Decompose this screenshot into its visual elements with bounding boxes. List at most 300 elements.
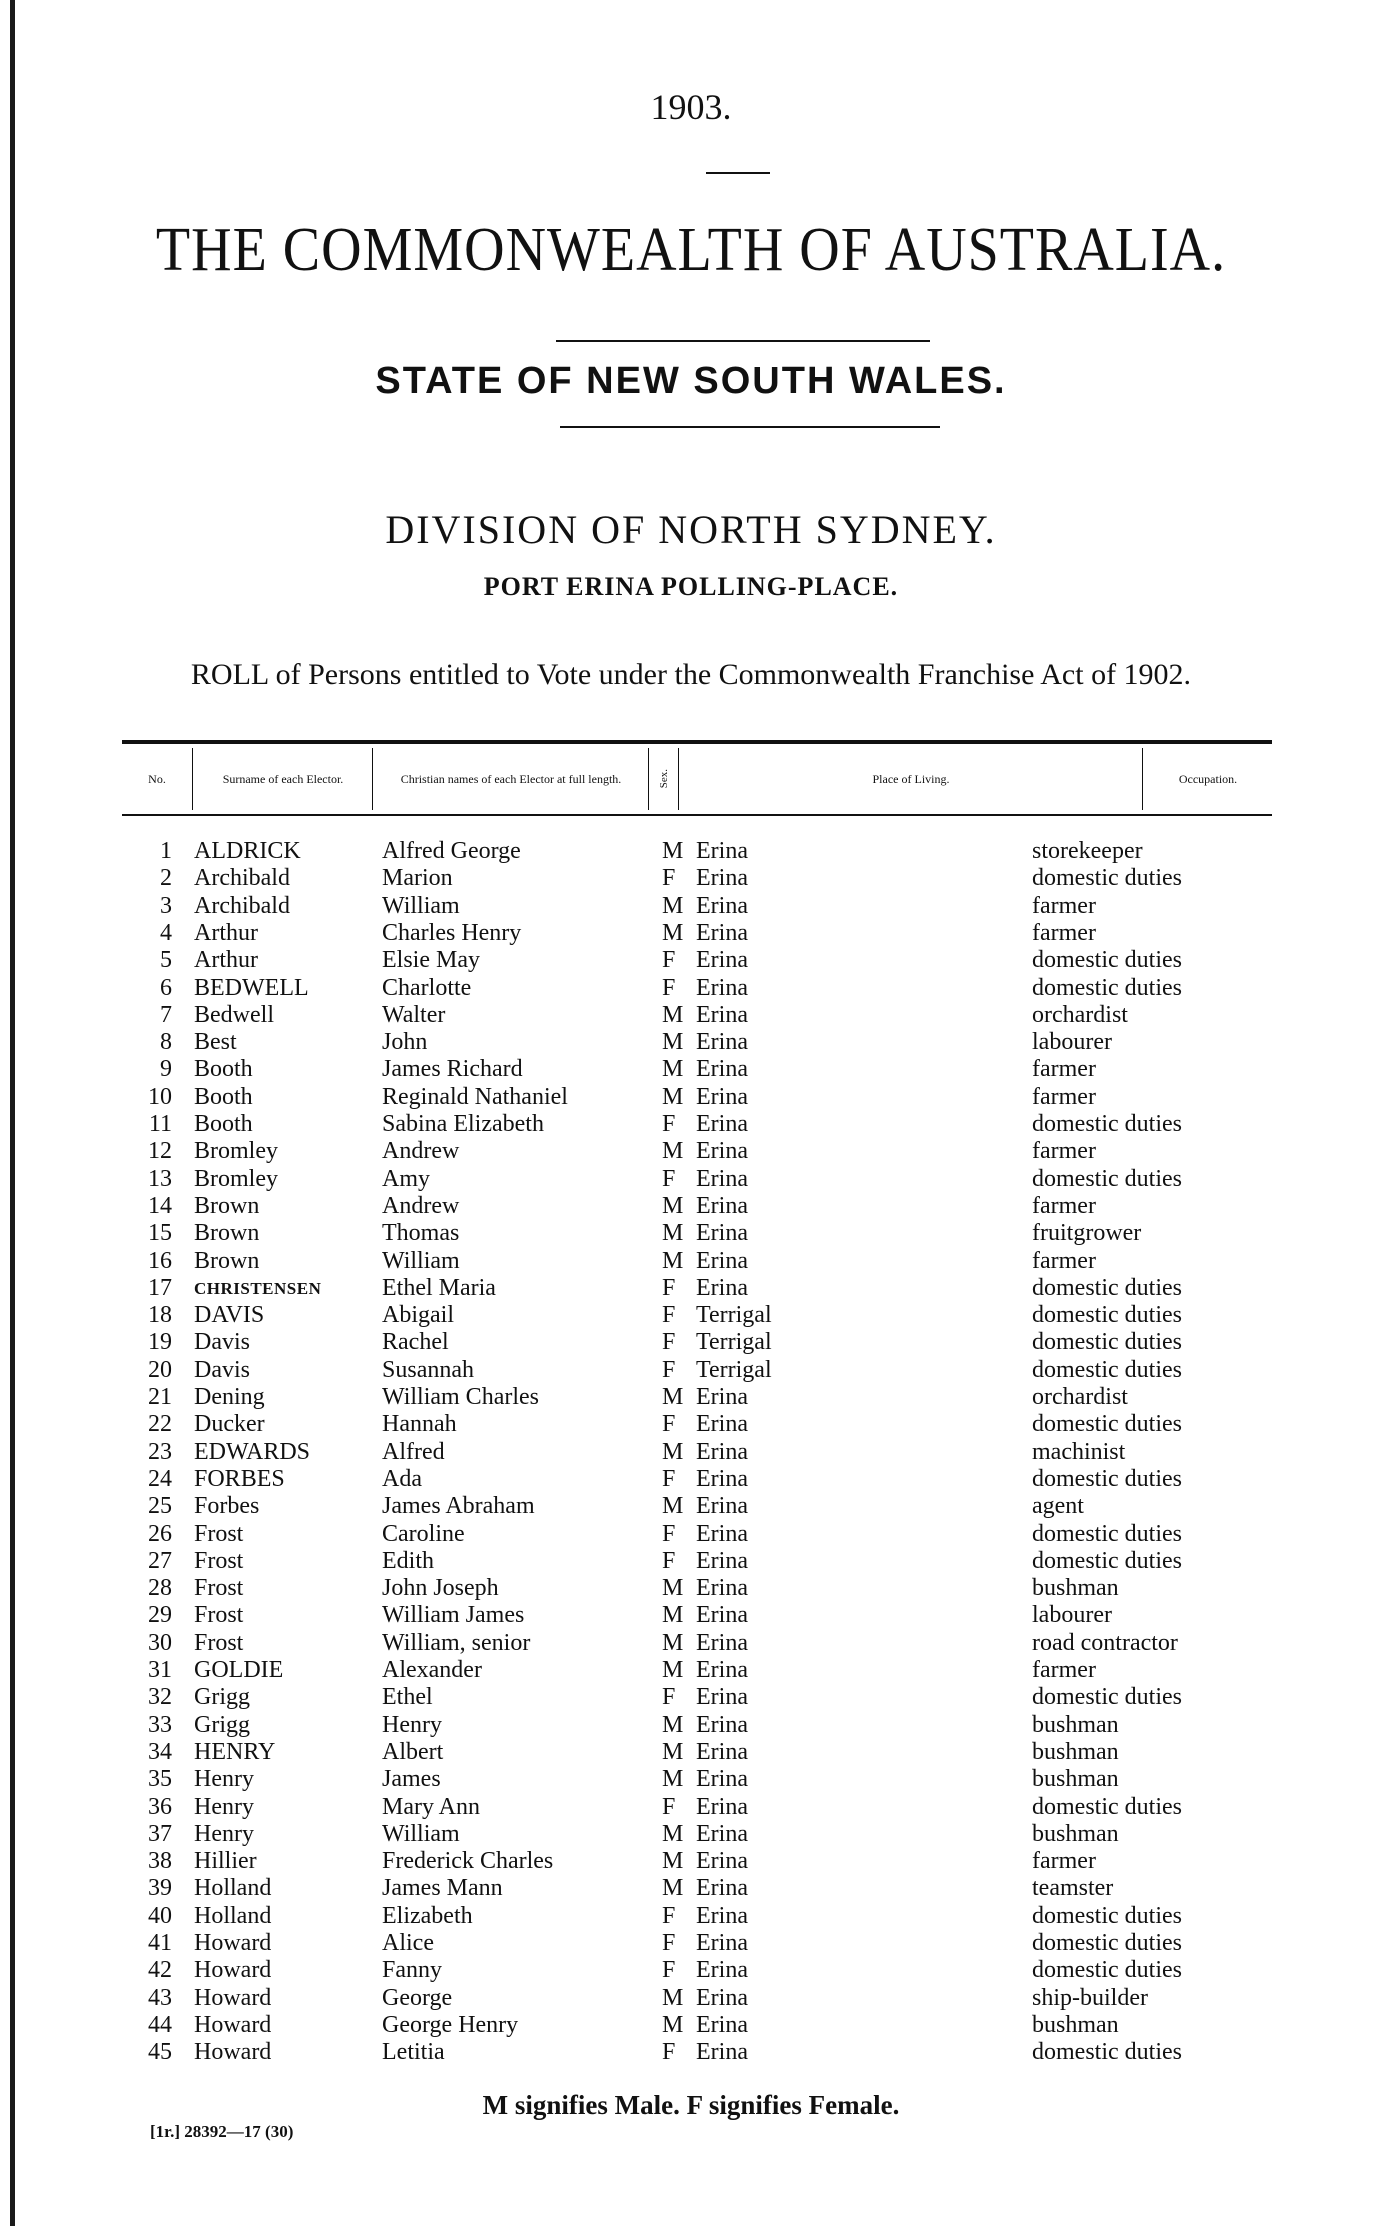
elector-surname: Grigg: [194, 1684, 250, 1711]
table-row: [0, 1739, 1382, 1766]
elector-occupation: domestic duties: [1032, 1274, 1182, 1301]
elector-number: 10: [148, 1083, 172, 1110]
elector-place-of-living: Erina: [696, 1575, 748, 1602]
table-row: [0, 893, 1382, 920]
elector-surname: Forbes: [194, 1493, 260, 1520]
table-header: [122, 740, 1272, 816]
elector-christian-names: James Mann: [382, 1875, 503, 1902]
elector-christian-names: John: [382, 1029, 428, 1056]
elector-surname: Frost: [194, 1575, 244, 1602]
elector-christian-names: Elizabeth: [382, 1902, 473, 1929]
elector-place-of-living: Erina: [696, 1384, 748, 1410]
elector-number: 45: [148, 2039, 172, 2066]
roll-title: ROLL of Persons entitled to Vote under the Commonwealth Franchise Act of 1902.: [190, 658, 1192, 691]
elector-number: 14: [148, 1192, 172, 1219]
elector-occupation: labourer: [1032, 1029, 1112, 1056]
elector-place-of-living: Erina: [696, 1001, 748, 1028]
polling-place-title: PORT ERINA POLLING-PLACE.: [483, 572, 899, 601]
elector-sex: F: [662, 1520, 676, 1547]
elector-number: 43: [148, 1984, 172, 2011]
elector-christian-names: Ada: [382, 1465, 422, 1492]
elector-christian-names: Reginald Nathaniel: [382, 1083, 568, 1110]
column-divider: [678, 748, 679, 810]
elector-number: 12: [148, 1138, 172, 1165]
elector-sex: M: [662, 1657, 684, 1683]
elector-occupation: farmer: [1032, 892, 1096, 919]
elector-christian-names: Andrew: [382, 1138, 460, 1165]
table-row: [0, 1220, 1382, 1247]
elector-christian-names: William Charles: [382, 1384, 539, 1410]
elector-occupation: domestic duties: [1032, 1684, 1182, 1711]
elector-christian-names: Sabina Elizabeth: [382, 1111, 544, 1137]
elector-number: 26: [148, 1520, 172, 1547]
elector-occupation: storekeeper: [1032, 838, 1143, 864]
elector-christian-names: Charles Henry: [382, 919, 522, 946]
elector-surname: BEDWELL: [194, 974, 309, 1001]
elector-christian-names: William, senior: [382, 1629, 531, 1656]
elector-christian-names: Henry: [382, 1711, 442, 1738]
elector-place-of-living: Erina: [696, 1875, 748, 1902]
table-row: [0, 947, 1382, 974]
elector-christian-names: William: [382, 1820, 460, 1847]
elector-occupation: domestic duties: [1032, 1111, 1182, 1137]
elector-number: 6: [160, 974, 172, 1001]
elector-surname: Dening: [194, 1384, 265, 1410]
elector-christian-names: James Abraham: [382, 1493, 535, 1520]
elector-occupation: bushman: [1032, 1766, 1119, 1793]
elector-place-of-living: Erina: [696, 1165, 748, 1192]
elector-christian-names: Ethel Maria: [382, 1274, 496, 1301]
elector-surname: Howard: [194, 1984, 272, 2011]
elector-place-of-living: Erina: [696, 947, 748, 974]
table-row: [0, 1329, 1382, 1356]
elector-sex: F: [662, 1465, 676, 1492]
table-row: [0, 1275, 1382, 1302]
elector-place-of-living: Erina: [696, 1138, 748, 1165]
elector-place-of-living: Erina: [696, 865, 748, 892]
elector-surname: Grigg: [194, 1711, 250, 1738]
elector-number: 41: [148, 1930, 172, 1956]
elector-occupation: fruitgrower: [1032, 1220, 1142, 1247]
table-row: [0, 1548, 1382, 1575]
elector-number: 16: [148, 1247, 172, 1274]
elector-sex: M: [662, 1001, 684, 1028]
elector-christian-names: William: [382, 1247, 460, 1274]
elector-sex: F: [662, 1165, 676, 1192]
elector-sex: F: [662, 1793, 676, 1820]
elector-surname: Frost: [194, 1629, 244, 1656]
elector-place-of-living: Erina: [696, 1711, 748, 1738]
elector-occupation: road contractor: [1032, 1629, 1178, 1656]
elector-place-of-living: Erina: [696, 1930, 748, 1956]
elector-sex: F: [662, 1274, 676, 1301]
elector-christian-names: James: [382, 1766, 441, 1793]
divider-rule: [556, 340, 930, 342]
elector-surname: Frost: [194, 1547, 244, 1574]
elector-christian-names: Edith: [382, 1547, 434, 1574]
elector-number: 1: [160, 838, 172, 864]
elector-sex: M: [662, 1384, 684, 1410]
elector-occupation: farmer: [1032, 1247, 1096, 1274]
elector-surname: Howard: [194, 1930, 272, 1956]
divider-rule: [560, 426, 940, 428]
table-row: [0, 1084, 1382, 1111]
elector-place-of-living: Terrigal: [696, 1356, 772, 1383]
table-row: [0, 2012, 1382, 2039]
elector-number: 35: [148, 1766, 172, 1793]
elector-surname: Archibald: [194, 892, 290, 919]
document-year: 1903.: [650, 87, 732, 127]
elector-place-of-living: Terrigal: [696, 1302, 772, 1329]
table-row: [0, 1712, 1382, 1739]
elector-sex: M: [662, 1220, 684, 1247]
column-header-sex-label: Sex.: [657, 769, 670, 789]
elector-place-of-living: Erina: [696, 1629, 748, 1656]
elector-number: 17: [148, 1274, 172, 1301]
elector-number: 34: [148, 1738, 172, 1765]
elector-christian-names: George: [382, 1984, 453, 2011]
elector-number: 20: [148, 1356, 172, 1383]
table-row: [0, 1575, 1382, 1602]
elector-occupation: domestic duties: [1032, 947, 1182, 974]
elector-sex: F: [662, 947, 676, 974]
elector-sex: F: [662, 1547, 676, 1574]
elector-place-of-living: Erina: [696, 1029, 748, 1056]
elector-christian-names: William James: [382, 1602, 525, 1629]
table-row: [0, 1903, 1382, 1930]
elector-occupation: bushman: [1032, 1738, 1119, 1765]
column-header-place: Place of Living.: [872, 771, 950, 786]
elector-place-of-living: Erina: [696, 1793, 748, 1820]
elector-number: 18: [148, 1302, 172, 1329]
elector-place-of-living: Erina: [696, 1766, 748, 1793]
table-row: [0, 1411, 1382, 1438]
elector-sex: M: [662, 1192, 684, 1219]
table-row: [0, 1766, 1382, 1793]
elector-surname: Davis: [194, 1329, 250, 1356]
elector-sex: F: [662, 1329, 676, 1356]
elector-sex: M: [662, 838, 684, 864]
table-row: [0, 1493, 1382, 1520]
elector-place-of-living: Erina: [696, 1657, 748, 1683]
elector-surname: Archibald: [194, 865, 290, 892]
elector-number: 23: [148, 1438, 172, 1465]
elector-sex: F: [662, 1902, 676, 1929]
table-row: [0, 1684, 1382, 1711]
elector-place-of-living: Terrigal: [696, 1329, 772, 1356]
elector-christian-names: Rachel: [382, 1329, 449, 1356]
elector-surname: Henry: [194, 1820, 254, 1847]
elector-surname: Henry: [194, 1766, 254, 1793]
elector-surname: Frost: [194, 1520, 244, 1547]
elector-number: 28: [148, 1575, 172, 1602]
elector-occupation: ship-builder: [1032, 1984, 1148, 2011]
elector-christian-names: Alice: [382, 1930, 434, 1956]
elector-christian-names: George Henry: [382, 2011, 519, 2038]
document-country-title: THE COMMONWEALTH OF AUSTRALIA.: [155, 215, 1227, 285]
elector-sex: F: [662, 974, 676, 1001]
elector-sex: M: [662, 1738, 684, 1765]
elector-occupation: agent: [1032, 1493, 1084, 1520]
elector-christian-names: Abigail: [382, 1302, 454, 1329]
elector-sex: M: [662, 1711, 684, 1738]
elector-sex: F: [662, 1957, 676, 1984]
elector-occupation: domestic duties: [1032, 974, 1182, 1001]
elector-christian-names: Elsie May: [382, 947, 480, 974]
elector-occupation: bushman: [1032, 1820, 1119, 1847]
elector-occupation: domestic duties: [1032, 2039, 1182, 2066]
elector-surname: Bedwell: [194, 1001, 274, 1028]
elector-sex: M: [662, 892, 684, 919]
elector-number: 37: [148, 1820, 172, 1847]
elector-surname: Best: [194, 1029, 237, 1056]
elector-occupation: domestic duties: [1032, 865, 1182, 892]
elector-place-of-living: Erina: [696, 1602, 748, 1629]
elector-occupation: bushman: [1032, 2011, 1119, 2038]
elector-christian-names: Thomas: [382, 1220, 460, 1247]
elector-place-of-living: Erina: [696, 1902, 748, 1929]
elector-occupation: machinist: [1032, 1438, 1126, 1465]
elector-occupation: domestic duties: [1032, 1465, 1182, 1492]
column-divider: [1142, 748, 1143, 810]
table-row: [0, 920, 1382, 947]
table-row: [0, 1029, 1382, 1056]
elector-number: 24: [148, 1465, 172, 1492]
elector-surname: Holland: [194, 1902, 272, 1929]
column-divider: [372, 748, 373, 810]
table-row: [0, 1985, 1382, 2012]
table-row: [0, 1166, 1382, 1193]
state-title: STATE OF NEW SOUTH WALES.: [375, 360, 1007, 402]
elector-occupation: farmer: [1032, 1056, 1096, 1083]
elector-sex: M: [662, 1984, 684, 2011]
elector-sex: F: [662, 1356, 676, 1383]
division-title: DIVISION OF NORTH SYDNEY.: [385, 507, 997, 552]
elector-number: 19: [148, 1329, 172, 1356]
elector-place-of-living: Erina: [696, 1274, 748, 1301]
elector-surname: Brown: [194, 1247, 260, 1274]
table-row: [0, 1521, 1382, 1548]
elector-sex: M: [662, 1602, 684, 1629]
elector-number: 4: [160, 919, 172, 946]
elector-number: 22: [148, 1411, 172, 1438]
elector-place-of-living: Erina: [696, 1520, 748, 1547]
elector-place-of-living: Erina: [696, 1111, 748, 1137]
elector-surname: GOLDIE: [194, 1657, 284, 1683]
elector-number: 11: [148, 1111, 172, 1137]
elector-sex: M: [662, 1493, 684, 1520]
elector-place-of-living: Erina: [696, 1820, 748, 1847]
elector-surname: Howard: [194, 2011, 272, 2038]
table-row: [0, 1794, 1382, 1821]
elector-number: 5: [160, 947, 172, 974]
elector-occupation: farmer: [1032, 1192, 1096, 1219]
elector-place-of-living: Erina: [696, 1547, 748, 1574]
elector-surname: Bromley: [194, 1165, 278, 1192]
elector-sex: M: [662, 1083, 684, 1110]
elector-christian-names: Ethel: [382, 1684, 433, 1711]
elector-number: 42: [148, 1957, 172, 1984]
elector-surname: Howard: [194, 1957, 272, 1984]
elector-number: 25: [148, 1493, 172, 1520]
table-row: [0, 1821, 1382, 1848]
elector-sex: F: [662, 1111, 676, 1137]
elector-occupation: farmer: [1032, 1848, 1096, 1875]
elector-occupation: bushman: [1032, 1711, 1119, 1738]
elector-place-of-living: Erina: [696, 1984, 748, 2011]
elector-christian-names: Charlotte: [382, 974, 472, 1001]
elector-surname: EDWARDS: [194, 1438, 311, 1465]
elector-number: 36: [148, 1793, 172, 1820]
elector-occupation: farmer: [1032, 919, 1096, 946]
elector-sex: M: [662, 1766, 684, 1793]
elector-surname: Henry: [194, 1793, 254, 1820]
elector-place-of-living: Erina: [696, 1848, 748, 1875]
table-row: [0, 1848, 1382, 1875]
elector-occupation: domestic duties: [1032, 1411, 1182, 1438]
elector-surname: Davis: [194, 1356, 250, 1383]
column-header-no: No.: [148, 771, 166, 786]
elector-sex: F: [662, 2039, 676, 2066]
print-reference: [1r.] 28392—17 (30): [150, 2122, 294, 2141]
elector-place-of-living: Erina: [696, 1247, 748, 1274]
elector-sex: F: [662, 1411, 676, 1438]
elector-christian-names: Fanny: [382, 1957, 442, 1984]
table-row: [0, 975, 1382, 1002]
elector-christian-names: James Richard: [382, 1056, 523, 1083]
elector-surname: Howard: [194, 2039, 272, 2066]
elector-occupation: domestic duties: [1032, 1957, 1182, 1984]
elector-place-of-living: Erina: [696, 1438, 748, 1465]
elector-sex: M: [662, 1029, 684, 1056]
elector-christian-names: Hannah: [382, 1411, 457, 1438]
table-row: [0, 1466, 1382, 1493]
elector-christian-names: Walter: [382, 1001, 446, 1028]
elector-number: 40: [148, 1902, 172, 1929]
elector-number: 2: [160, 865, 172, 892]
elector-occupation: farmer: [1032, 1138, 1096, 1165]
elector-sex: M: [662, 1575, 684, 1602]
elector-christian-names: Letitia: [382, 2039, 445, 2066]
elector-christian-names: Alfred: [382, 1438, 445, 1465]
elector-surname: Brown: [194, 1192, 260, 1219]
table-row: [0, 2039, 1382, 2066]
elector-place-of-living: Erina: [696, 1411, 748, 1438]
elector-christian-names: Albert: [382, 1738, 444, 1765]
elector-occupation: domestic duties: [1032, 1930, 1182, 1956]
elector-place-of-living: Erina: [696, 1957, 748, 1984]
elector-number: 33: [148, 1711, 172, 1738]
elector-number: 3: [160, 892, 172, 919]
elector-place-of-living: Erina: [696, 974, 748, 1001]
elector-sex: M: [662, 1820, 684, 1847]
elector-sex: M: [662, 919, 684, 946]
elector-number: 15: [148, 1220, 172, 1247]
elector-sex: F: [662, 865, 676, 892]
elector-surname: CHRISTENSEN: [194, 1278, 322, 1298]
table-row: [0, 1248, 1382, 1275]
column-header-christian-names: Christian names of each Elector at full length.: [400, 771, 622, 786]
elector-sex: M: [662, 1247, 684, 1274]
elector-place-of-living: Erina: [696, 1220, 748, 1247]
elector-number: 31: [148, 1657, 172, 1683]
elector-surname: Booth: [194, 1111, 253, 1137]
elector-christian-names: Caroline: [382, 1520, 465, 1547]
elector-occupation: domestic duties: [1032, 1520, 1182, 1547]
elector-place-of-living: Erina: [696, 1738, 748, 1765]
elector-christian-names: Marion: [382, 865, 453, 892]
column-divider: [648, 748, 649, 810]
elector-surname: Bromley: [194, 1138, 278, 1165]
table-row: [0, 865, 1382, 892]
table-row: [0, 1138, 1382, 1165]
elector-christian-names: Mary Ann: [382, 1793, 480, 1820]
elector-christian-names: Frederick Charles: [382, 1848, 554, 1875]
table-row: [0, 1957, 1382, 1984]
elector-place-of-living: Erina: [696, 1493, 748, 1520]
table-row: [0, 1439, 1382, 1466]
elector-surname: Ducker: [194, 1411, 265, 1438]
elector-sex: M: [662, 2011, 684, 2038]
elector-occupation: domestic duties: [1032, 1902, 1182, 1929]
elector-occupation: labourer: [1032, 1602, 1112, 1629]
elector-number: 7: [160, 1001, 172, 1028]
elector-occupation: domestic duties: [1032, 1165, 1182, 1192]
table-row: [0, 1602, 1382, 1629]
elector-christian-names: Susannah: [382, 1356, 474, 1383]
elector-occupation: domestic duties: [1032, 1793, 1182, 1820]
table-row: [0, 1875, 1382, 1902]
elector-surname: Booth: [194, 1083, 253, 1110]
elector-christian-names: William: [382, 892, 460, 919]
elector-christian-names: Amy: [382, 1165, 430, 1192]
elector-sex: M: [662, 1138, 684, 1165]
table-row: [0, 1193, 1382, 1220]
elector-sex: F: [662, 1930, 676, 1956]
elector-christian-names: John Joseph: [382, 1575, 499, 1602]
table-row: [0, 1384, 1382, 1411]
elector-place-of-living: Erina: [696, 1056, 748, 1083]
elector-place-of-living: Erina: [696, 1192, 748, 1219]
elector-surname: DAVIS: [194, 1302, 265, 1329]
elector-place-of-living: Erina: [696, 1083, 748, 1110]
elector-surname: Arthur: [194, 947, 258, 974]
column-header-occupation: Occupation.: [1178, 771, 1238, 786]
elector-christian-names: Alfred George: [382, 838, 521, 864]
elector-sex: M: [662, 1056, 684, 1083]
table-row: [0, 1002, 1382, 1029]
elector-surname: Frost: [194, 1602, 244, 1629]
elector-surname: ALDRICK: [194, 838, 301, 864]
elector-place-of-living: Erina: [696, 919, 748, 946]
table-row: [0, 1930, 1382, 1957]
table-row: [0, 1630, 1382, 1657]
elector-number: 39: [148, 1875, 172, 1902]
elector-occupation: farmer: [1032, 1083, 1096, 1110]
elector-surname: Hillier: [194, 1848, 257, 1875]
divider-rule: [706, 172, 770, 174]
elector-occupation: orchardist: [1032, 1384, 1128, 1410]
elector-occupation: teamster: [1032, 1875, 1114, 1902]
elector-sex: F: [662, 1684, 676, 1711]
elector-place-of-living: Erina: [696, 2011, 748, 2038]
table-row: [0, 1302, 1382, 1329]
elector-occupation: domestic duties: [1032, 1356, 1182, 1383]
elector-number: 32: [148, 1684, 172, 1711]
elector-number: 21: [148, 1384, 172, 1410]
elector-occupation: orchardist: [1032, 1001, 1128, 1028]
elector-sex: M: [662, 1848, 684, 1875]
